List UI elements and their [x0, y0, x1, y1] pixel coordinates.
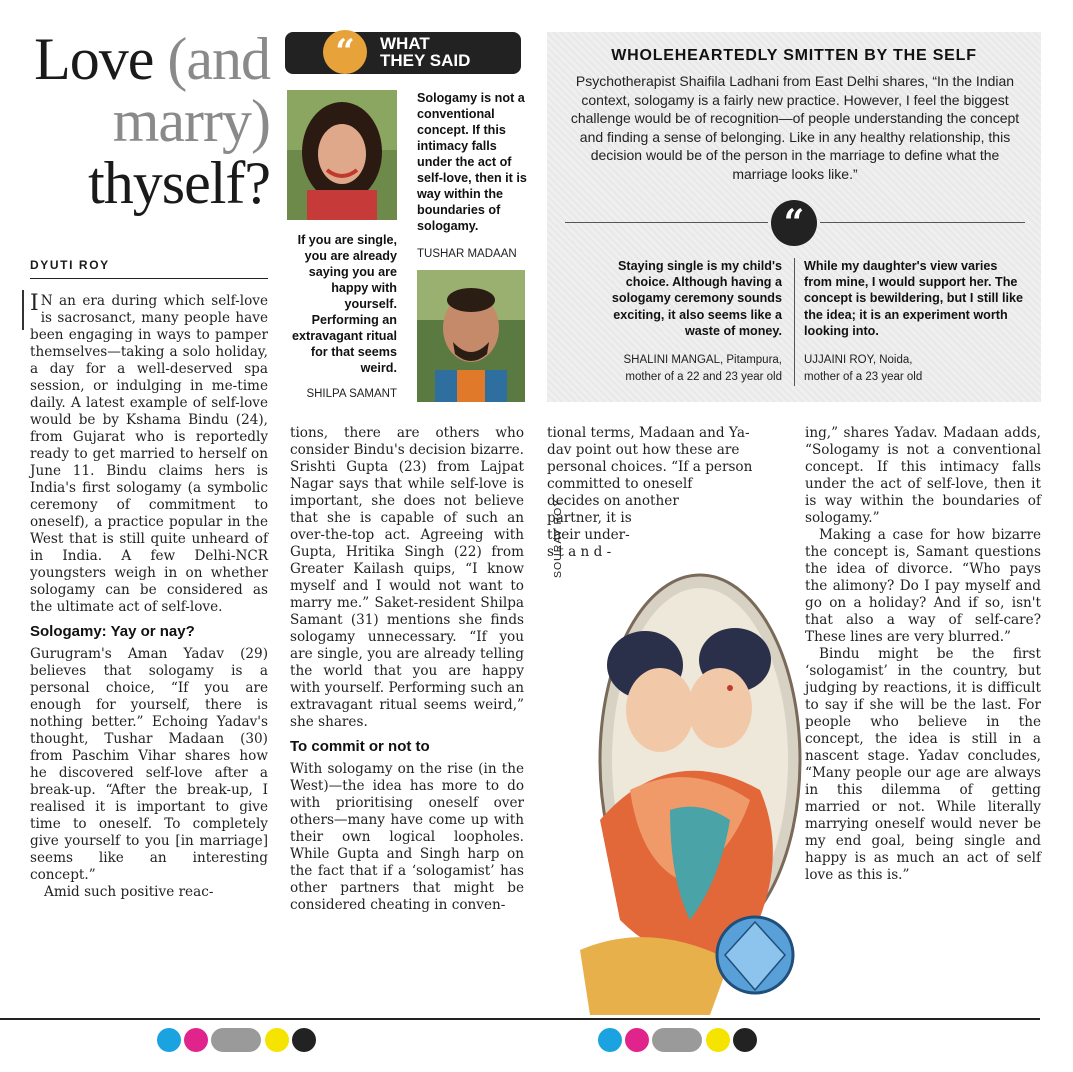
color-swatch-gray	[211, 1028, 261, 1052]
text-line: partner, it is	[547, 510, 632, 526]
title-line-2: THEY SAID	[380, 51, 471, 70]
article-column-1	[30, 293, 268, 901]
box-divider	[794, 258, 795, 386]
shalini-place: , Pitampura,	[720, 354, 782, 366]
what-they-said-title	[380, 35, 470, 69]
illustration	[560, 560, 835, 1015]
text-line: personal choices. “If a person	[547, 459, 753, 475]
shilpa-quote: If you are single, you are already saying you are happy with yourself. Performing an extravagant ritual for that seems weird.	[292, 233, 397, 375]
paragraph: ing,” shares Yadav. Madaan adds, “Sologamy is not a conventional concept. If this intimacy falls under the act of self-love, then it is way within the boundaries of sologamy.”	[805, 425, 1041, 526]
ujjaini-desc: mother of a 23 year old	[804, 371, 923, 383]
color-swatch-yellow	[706, 1028, 730, 1052]
ujjaini-name: UJJAINI ROY	[804, 354, 873, 366]
drop-cap: I	[30, 291, 39, 316]
tushar-name: TUSHAR MADAAN	[417, 248, 517, 260]
photo-shilpa-samant	[287, 90, 397, 220]
article-column-3	[547, 425, 797, 561]
text-line: tional terms, Madaan and Ya-	[547, 425, 750, 441]
shalini-name: SHALINI MANGAL	[623, 354, 720, 366]
article-column-2	[290, 425, 524, 914]
paragraph: With sologamy on the rise (in the West)—the idea has more to do with prioritising oneself over others—many have come up with their own logical loopholes. While Gupta and Singh harp on the fact that if a ‘sologamist’ has other partners that might be considered cheating in conven-	[290, 761, 524, 913]
paragraph: tions, there are others who consider Bindu's decision bizarre. Srishti Gupta (23) from Lajpat Nagar says that while self-love is important, she does not believe that she is capable of such an over-the-top act. Agreeing with Gupta, Hritika Singh (22) from Greater Kailash quips, “I know myself and I would not want to marry me.” Saket-resident Shilpa Samant (31) mentions she finds sologamy unnecessary. “If you are single, you are already telling the world that you are happy with yourself. Performing such an extravagant ritual seems weird,” she shares.	[290, 425, 524, 730]
paragraph: Bindu might be the first ‘sologamist’ in the country, but judging by reactions, it is difficult to say if she will be the last. For people who believe in the concept, the idea is still in a nascent stage. Yadav concludes, “Many people our age are always in this dilemma of getting married or not. While literally marrying oneself would never be my end goal, being single and happy is as much an act of self love as this is.”	[805, 646, 1041, 883]
byline-rule	[30, 278, 268, 279]
bottom-rule	[0, 1018, 1040, 1020]
shalini-quote: Staying single is my child's choice. Although having a sologamy ceremony sounds exciting, it also seems like a waste of money.	[611, 259, 782, 338]
tushar-quote: Sologamy is not a conventional concept. If this intimacy falls under the act of self-love, then it is way within the boundaries of sologamy.	[417, 91, 527, 233]
paragraph: Amid such positive reac-	[44, 884, 214, 900]
box-rule	[820, 222, 1025, 223]
subhead-sologamy-yay-or-nay: Sologamy: Yay or nay?	[30, 623, 195, 640]
ujjaini-place: , Noida,	[872, 354, 913, 366]
article-column-4	[805, 425, 1041, 884]
color-swatch-magenta	[625, 1028, 649, 1052]
headline-love: Love	[34, 26, 168, 92]
box-title: WHOLEHEARTEDLY SMITTEN BY THE SELF	[611, 47, 977, 64]
title-line-1: WHAT	[380, 34, 430, 53]
color-swatch-cyan	[157, 1028, 181, 1052]
illustration-credit	[552, 499, 564, 578]
text-line: dav point out how these are	[547, 442, 740, 458]
intro-paragraph: N an era during which self-love is sacrosanct, many people have been engaging in ways to pamper themselves—taking a solo holiday, a day for a well-deserved spa session, or indulging in me-time daily. A latest example of self-love would be by Kshama Bindu (24), from Gujarat who is reportedly ready to get married to herself on June 11. Bindu claims hers is India's first sologamy (a symbolic ceremony of commitment to oneself), a practice popular in the West that is still quite unheard of in India. A few Delhi-NCR youngsters weigh in on whether sologamy can be considered as the ultimate act of self-love.	[30, 293, 268, 615]
color-swatch-gray	[652, 1028, 702, 1052]
quote-glyph: “	[335, 32, 355, 72]
headline-marry: marry)	[112, 88, 270, 154]
color-swatch-yellow	[265, 1028, 289, 1052]
ujjaini-quote: While my daughter's view varies from mine, I would support her. The concept is bewildering, but I still like the idea; it is an experiment worth looking into.	[804, 259, 1024, 338]
color-swatch-cyan	[598, 1028, 622, 1052]
dropcap-bar	[22, 290, 24, 330]
text-line: decides on another	[547, 493, 679, 509]
ujjaini-credit	[804, 352, 1026, 386]
shalini-credit	[590, 352, 782, 386]
headline	[30, 28, 270, 214]
color-swatch-black	[733, 1028, 757, 1052]
photo-tushar-madaan	[417, 270, 525, 402]
box-rule	[565, 222, 768, 223]
quote-icon	[771, 200, 817, 246]
shilpa-name: SHILPA SAMANT	[306, 388, 397, 400]
subhead-to-commit: To commit or not to	[290, 738, 430, 755]
headline-thyself: thyself?	[88, 150, 270, 216]
color-swatch-black	[292, 1028, 316, 1052]
paragraph: Gurugram's Aman Yadav (29) believes that sologamy is a personal choice, “If you are enough for yourself, there is nothing better.” Echoing Yadav's thought, Tushar Madaan (30) from Paschim Vihar shares how he discovered self-love after a break-up. “After the break-up, I realised it is important to give time to oneself. To completely give yourself to you [in marriage] seems like an interesting concept.”	[30, 646, 268, 883]
quote-icon	[323, 30, 367, 74]
box-body: Psychotherapist Shaifila Ladhani from East Delhi shares, “In the Indian context, sologamy is a fairly new practice. However, I feel the biggest challenge would be of recognition—of people understanding the concept and finding a sense of belonging. Like in any healthy relationship, this decision would be of the person in the marriage to define what the marriage looks like.”	[570, 73, 1020, 182]
shalini-desc: mother of a 22 and 23 year old	[625, 371, 782, 383]
text-line: committed to oneself	[547, 476, 693, 492]
quote-glyph: “	[783, 202, 805, 244]
color-swatch-magenta	[184, 1028, 208, 1052]
text-line: their under-	[547, 527, 630, 543]
byline: DYUTI ROY	[30, 258, 110, 272]
text-line: s t a n d -	[547, 544, 612, 560]
paragraph: Making a case for how bizarre the concept is, Samant questions the idea of divorce. “Who pays the alimony? Do I pay myself and go on a holiday? And if so, isn't that also a way of self-care? These lines are very blurred.”	[805, 527, 1041, 645]
credit-text: SOURAV ROY	[552, 498, 564, 578]
headline-and: (and	[167, 26, 270, 92]
